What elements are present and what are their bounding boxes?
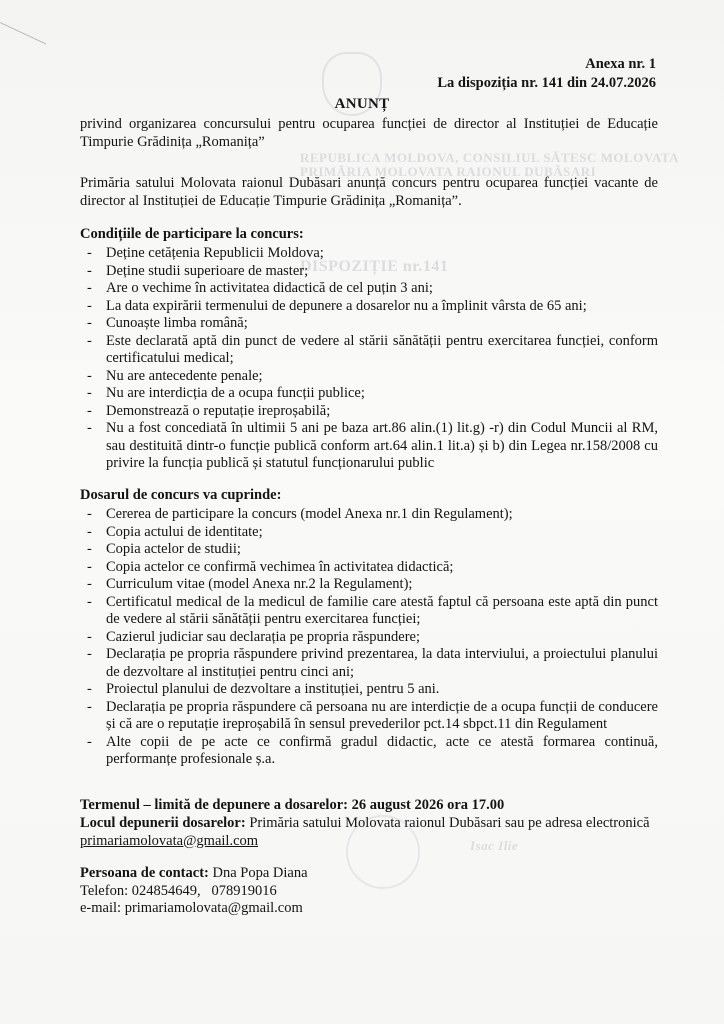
list-item: - Curriculum vitae (model Anexa nr.2 la Regulament); [80, 576, 658, 594]
announcement-paragraph: Primăria satului Molovata raionul Dubăsari anunță concurs pentru ocuparea funcției vacante de director al Instituției de Educație Timpurie Grădinița „Romanița”. [80, 175, 658, 209]
deadline-label: Termenul – limită de depunere a dosarelor: [80, 797, 348, 813]
list-item: - La data expirării termenului de depunere a dosarelor nu a împlinit vârsta de 65 ani; [80, 298, 658, 316]
list-item: - Are o vechime în activitatea didactică de cel puțin 3 ani; [80, 280, 658, 298]
annex-header [437, 55, 656, 93]
page-title: ANUNȚ [334, 96, 390, 112]
phone-label: Telefon: [80, 882, 129, 899]
disposition-reference: La dispoziția nr. 141 din 24.07.2026 [437, 75, 656, 91]
email-label: e-mail: [80, 900, 122, 916]
location-label: Locul depunerii dosarelor: [80, 815, 246, 831]
bleed-line-3: DISPOZIȚIE nr.141 [300, 258, 449, 275]
list-item: - Declarația pe propria răspundere privind prezentarea, la data interviului, a proiectului planului de dezvoltare al instituției pentru cinci ani; [80, 646, 658, 681]
contact-label: Persoana de contact: [80, 865, 209, 881]
list-item: - Copia actului de identitate; [80, 524, 658, 542]
list-item: - Nu are interdicția de a ocupa funcții publice; [80, 385, 658, 403]
deadline-line [80, 797, 660, 815]
list-item: - Copia actelor ce confirmă vechimea în activitatea didactică; [80, 559, 658, 577]
list-item: - Copia actelor de studii; [80, 541, 658, 559]
list-item: - Proiectul planului de dezvoltare a instituției, pentru 5 ani. [80, 681, 658, 699]
conditions-title: Condițiile de participare la concurs: [80, 226, 304, 242]
page-corner-fold [0, 0, 46, 44]
bleed-signature: Isac Ilie [470, 838, 519, 853]
conditions-list [80, 245, 658, 473]
list-item: - Este declarată aptă din punct de vedere al stării sănătății pentru exercitarea funcției, conform certificatului medical; [80, 333, 658, 368]
location-block [80, 815, 660, 850]
dossier-title: Dosarul de concurs va cuprinde: [80, 487, 282, 503]
contact-name: Dna Popa Diana [212, 865, 308, 881]
list-item: - Cererea de participare la concurs (model Anexa nr.1 din Regulament); [80, 506, 658, 524]
location-email-link[interactable]: primariamolovata@gmail.com [80, 832, 259, 849]
list-item: - Cazierul judiciar sau declarația pe propria răspundere; [80, 629, 658, 647]
location-value: Primăria satului Molovata raionul Dubăsari sau pe adresa electronică [249, 815, 650, 831]
contact-email: primariamolovata@gmail.com [124, 900, 303, 916]
annex-number: Anexa nr. 1 [585, 56, 656, 72]
list-item: - Cunoaște limba română; [80, 315, 658, 333]
dossier-list [80, 506, 658, 769]
bleed-line-1: REPUBLICA MOLDOVA, CONSILIUL SĂTESC MOLOVATA [300, 150, 679, 165]
deadline-value: 26 august 2026 ora 17.00 [351, 797, 505, 813]
contact-block [80, 865, 660, 918]
intro-paragraph: privind organizarea concursului pentru ocuparea funcției de director al Instituției de Educație Timpurie Grădinița „Romanița” [80, 116, 658, 150]
phone-numbers: 024854649, 078919016 [131, 882, 277, 899]
list-item: - Declarația pe propria răspundere că persoana nu are interdicție de a ocupa funcții de conducere și că are o reputație ireproșabilă în sensul prevederilor pct.14 sbpct.11 din Regulament [80, 699, 658, 734]
list-item: - Demonstrează o reputație ireproșabilă; [80, 403, 658, 421]
list-item: - Deține cetățenia Republicii Moldova; [80, 245, 658, 263]
list-item: - Nu a fost concediată în ultimii 5 ani pe baza art.86 alin.(1) lit.g) -r) din Codul Muncii al RM, sau destituită dintr-o funcție publică conform art.64 alin.1 lit.a) și b) din Legea nr.158/2008 cu privire la funcția publică și statutul funcționarului public [80, 420, 658, 473]
list-item: - Alte copii de pe acte ce confirmă gradul didactic, acte ce atestă formarea continuă, performanțe profesionale ș.a. [80, 734, 658, 769]
bleed-line-2: PRIMĂRIA MOLOVATA RAIONUL DUBĂSARI [300, 164, 597, 179]
list-item: - Deține studii superioare de master; [80, 263, 658, 281]
list-item: - Nu are antecedente penale; [80, 368, 658, 386]
list-item: - Certificatul medical de la medicul de familie care atestă faptul că persoana este aptă din punct de vedere al stării sănătății pentru exercitarea funcției; [80, 594, 658, 629]
